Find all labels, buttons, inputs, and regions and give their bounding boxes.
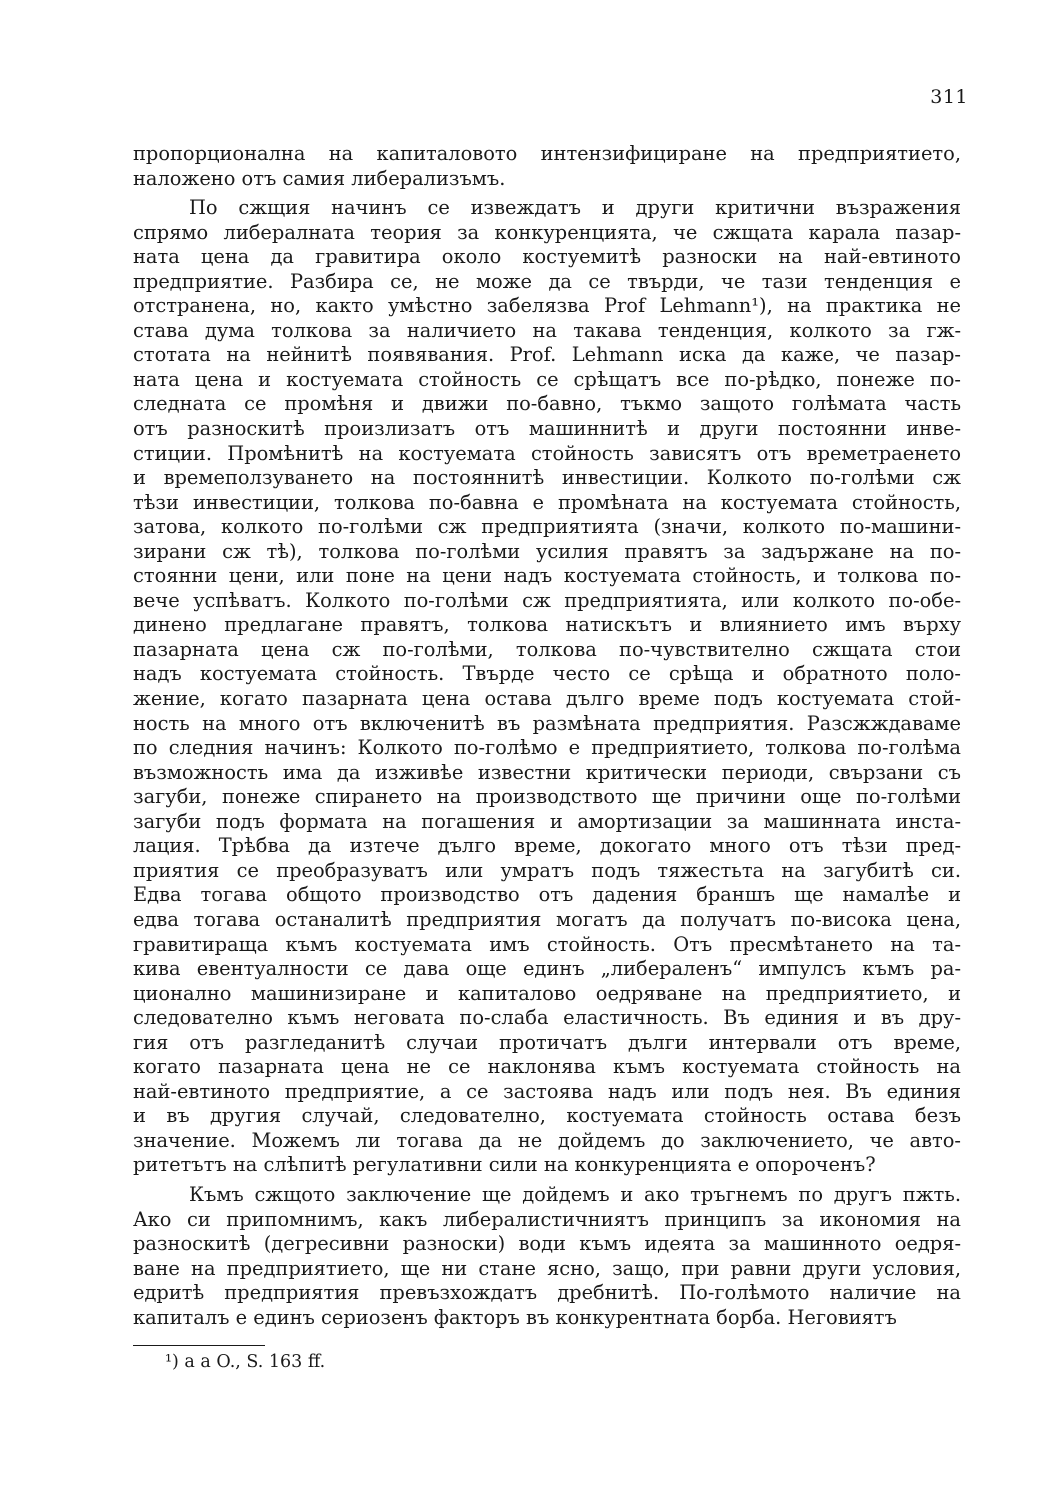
page-number: 311 xyxy=(930,86,968,108)
text-line: едва тогава останалитѣ предприятия могатъ да получатъ по-висока цена, xyxy=(133,907,961,931)
text-line: вече успѣватъ. Колкото по-голѣми сж предприятията, или колкото по-обе- xyxy=(133,588,961,612)
text-line: По сжщия начинъ се извеждатъ и други критични възражения xyxy=(189,196,961,220)
text-line: и въ другия случай, следователно, костуемата стойность остава безъ xyxy=(133,1104,961,1128)
text-line: следната се промѣня и движи по-бавно, тъкмо защото голѣмата часть xyxy=(133,392,961,416)
text-line: най-евтиното предприятие, а се застоява надъ или подъ нея. Въ единия xyxy=(133,1079,961,1103)
text-line: предприятие. Разбира се, не може да се твърди, че тази тенденция е xyxy=(133,269,961,293)
text-line: Едва тогава общото производство отъ дадения браншъ ще намалѣе и xyxy=(133,883,961,907)
text-line: ционално машинизиране и капиталово оедряване на предприятието, и xyxy=(133,981,961,1005)
text-line: по следния начинъ: Колкото по-голѣмо е предприятието, толкова по-голѣма xyxy=(133,736,961,760)
text-line: надъ костуемата стойность. Твърде често се срѣща и обратното поло- xyxy=(133,662,961,686)
paragraph xyxy=(133,142,961,191)
text-line: затова, колкото по-голѣми сж предприятията (значи, колкото по-машини- xyxy=(133,515,961,539)
text-line: спрямо либералната теория за конкуренцията, че сжщата карала пазар- xyxy=(133,220,961,244)
text-line: Къмъ сжщото заключение ще дойдемъ и ако тръгнемъ по другъ пжть. xyxy=(189,1182,961,1206)
text-line: пазарната цена сж по-голѣми, толкова по-чувствително сжщата стои xyxy=(133,637,961,661)
text-line: жение, когато пазарната цена остава дълго време подъ костуемата стой- xyxy=(133,687,961,711)
text-line: наложено отъ самия либерализъмъ. xyxy=(133,166,506,190)
text-line: отъ разноскитѣ произлизатъ отъ машиннитѣ и други постоянни инве- xyxy=(133,417,961,441)
text-line: едритѣ предприятия превъзхождатъ дребнитѣ. По-голѣмото наличие на xyxy=(133,1281,961,1305)
text-line: ната цена да гравитира около костуемитѣ разноски на най-евтиното xyxy=(133,245,961,269)
footnote-separator xyxy=(133,1345,265,1346)
text-line: следователно къмъ неговата по-слаба еластичность. Въ единия и въ дру- xyxy=(133,1006,961,1030)
text-line: лация. Трѣбва да изтече дълго време, докогато много отъ тѣзи пред- xyxy=(133,834,961,858)
text-line: ване на предприятието, ще ни стане ясно, защо, при равни други условия, xyxy=(133,1256,961,1280)
text-line: гия отъ разгледанитѣ случаи протичатъ дълги интервали отъ време, xyxy=(133,1030,961,1054)
text-line: стотата на нейнитѣ появявания. Prof. Lehmann иска да каже, че пазар- xyxy=(133,343,961,367)
paragraph xyxy=(133,196,961,1178)
paragraph xyxy=(133,1183,961,1330)
text-line: значение. Можемъ ли тогава да не дойдемъ до заключението, че авто- xyxy=(133,1128,961,1152)
text-line: загуби подъ формата на погашения и амортизации за машинната инста- xyxy=(133,809,961,833)
text-line: загуби, понеже спирането на производството ще причини още по-голѣми xyxy=(133,785,961,809)
text-line: и времеползуването на постояннитѣ инвестиции. Колкото по-голѣми сж xyxy=(133,466,961,490)
body-text xyxy=(133,142,961,1330)
text-line: капиталъ е единъ сериозенъ факторъ въ конкурентната борба. Неговиятъ xyxy=(133,1305,897,1329)
text-line: стоянни цени, или поне на цени надъ костуемата стойность, и толкова по- xyxy=(133,564,961,588)
text-line: кива евентуалности се дава още единъ „либераленъ“ импулсъ къмъ ра- xyxy=(133,957,961,981)
text-line: динено предлагане правятъ, толкова натискътъ и влиянието имъ върху xyxy=(133,613,961,637)
text-line: ритетътъ на слѣпитѣ регулативни сили на конкуренцията е опороченъ? xyxy=(133,1153,876,1177)
text-line: разноскитѣ (дегресивни разноски) води къмъ идеята за машинното оедря- xyxy=(133,1232,961,1256)
text-line: отстранена, но, както умѣстно забелязва Prof Lehmann¹), на практика не xyxy=(133,294,961,318)
text-line: стиции. Промѣнитѣ на костуемата стойность зависятъ отъ времетраенето xyxy=(133,441,961,465)
text-line: пропорционална на капиталовото интензифициране на предприятието, xyxy=(133,142,961,165)
text-line: приятия се преобразуватъ или умратъ подъ тяжестьта на загубитѣ си. xyxy=(133,858,961,882)
text-line: Ако си припомнимъ, какъ либералистичниятъ принципъ за икономия на xyxy=(133,1207,961,1231)
text-line: когато пазарната цена не се наклонява къмъ костуемата стойность на xyxy=(133,1055,961,1079)
text-line: гравитираща къмъ костуемата имъ стойность. Отъ пресмѣтането на та- xyxy=(133,932,961,956)
text-line: става дума толкова за наличието на такава тенденция, колкото за гж- xyxy=(133,318,961,342)
text-line: ната цена и костуемата стойность се срѣщатъ все по-рѣдко, понеже по- xyxy=(133,367,961,391)
footnote: ¹) a a O., S. 163 ff. xyxy=(165,1352,326,1372)
text-line: тѣзи инвестиции, толкова по-бавна е промѣната на костуемата стойность, xyxy=(133,490,961,514)
text-line: зирани сж тѣ), толкова по-голѣми усилия правятъ за задържане на по- xyxy=(133,539,961,563)
text-line: ность на много отъ включенитѣ въ размѣната предприятия. Разсжждаваме xyxy=(133,711,961,735)
text-line: възможность има да изживѣе известни критически периоди, свързани съ xyxy=(133,760,961,784)
